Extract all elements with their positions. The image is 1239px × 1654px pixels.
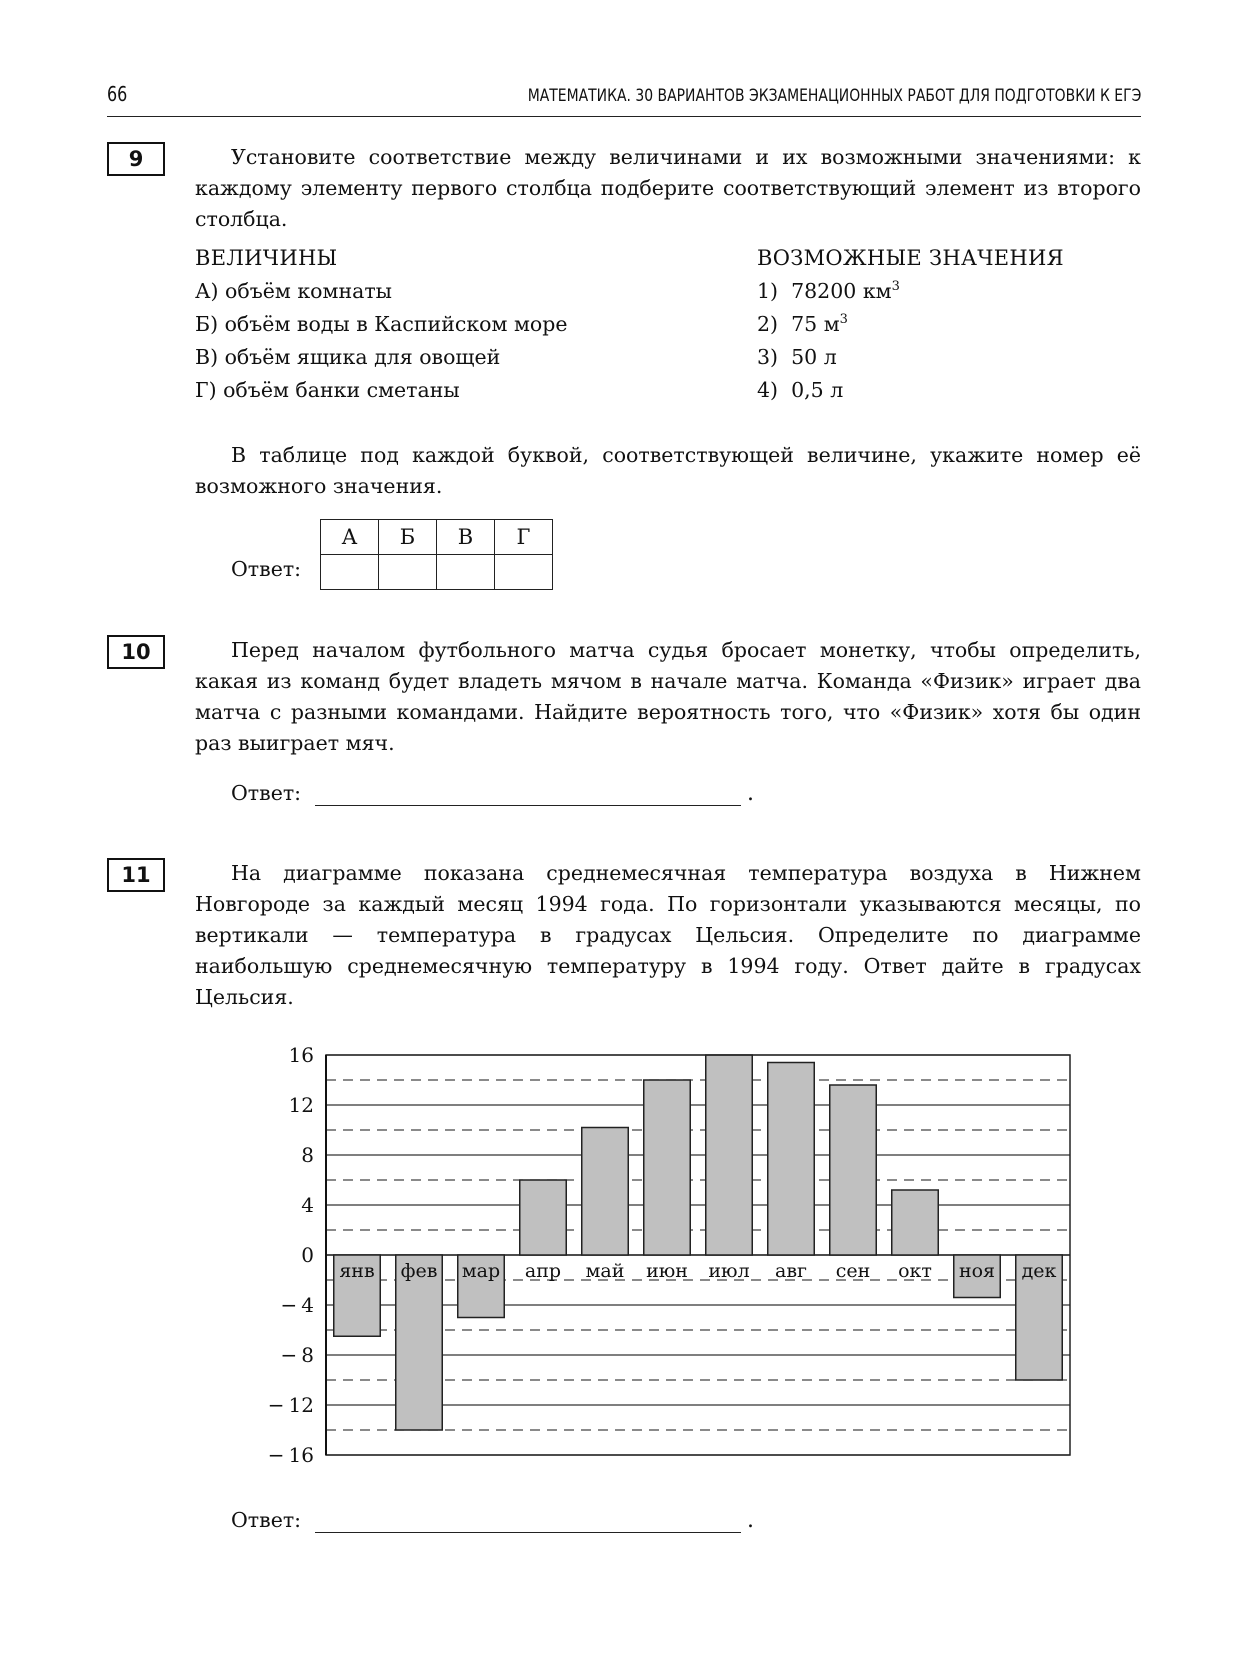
x-category-label: июн — [646, 1260, 688, 1282]
value-item: 1) 78200 $км^3$ — [757, 279, 900, 303]
bar-апр — [520, 1180, 567, 1255]
answer-label: Ответ: — [231, 781, 302, 805]
task-11-answer-label: Ответ: — [231, 1508, 302, 1532]
quantities-header: ВЕЛИЧИНЫ — [195, 246, 338, 270]
answer-label: Ответ: — [231, 557, 302, 581]
y-tick-label: 0 — [301, 1243, 314, 1267]
page-number: 66 — [107, 82, 128, 106]
values-header: ВОЗМОЖНЫЕ ЗНАЧЕНИЯ — [757, 246, 1064, 270]
y-tick-label: − 8 — [280, 1343, 314, 1367]
x-category-label: сен — [835, 1260, 871, 1282]
bar-авг — [768, 1063, 815, 1256]
y-tick-label: − 4 — [280, 1293, 314, 1317]
task-text: Перед началом футбольного матча судья бросает монетку, чтобы определить, какая из команд будет владеть мячом в начале матча. Команда «Физик» играет два матча с разными командами. Найдите вероятность того, что «Физик» хотя бы один раз выиграет мяч. — [195, 638, 1141, 755]
task-11-answer-dot: . — [747, 1508, 754, 1533]
answer-cell-g[interactable] — [495, 555, 553, 590]
page-header — [107, 80, 1141, 117]
task-statement — [195, 142, 1141, 235]
y-tick-label: 12 — [288, 1093, 314, 1117]
quantity-item: Б) объём воды в Каспийском море — [195, 312, 568, 336]
task-11-answer-input-line[interactable] — [315, 1532, 741, 1533]
answer-cell-v[interactable] — [437, 555, 495, 590]
running-title: МАТЕМАТИКА. 30 ВАРИАНТОВ ЭКЗАМЕНАЦИОННЫХ РАБОТ ДЛЯ ПОДГОТОВКИ К ЕГЭ — [527, 86, 1141, 106]
value-item: 4) 0,5 л — [757, 378, 844, 402]
task-text: На диаграмме показана среднемесячная температура воздуха в Нижнем Новгороде за каждый месяц 1994 года. По горизонтали указываются месяцы, по вертикали — температура в градусах Цельсия. Определите по диаграмме наибольшую среднемесячную температуру в 1994 году. Ответ дайте в градусах Цельсия. — [195, 861, 1141, 1009]
quantity-item: А) объём комнаты — [195, 279, 393, 303]
x-category-label: июл — [708, 1260, 750, 1282]
quantity-item: В) объём ящика для овощей — [195, 345, 501, 369]
x-category-label: окт — [898, 1260, 932, 1282]
x-category-label: май — [585, 1260, 625, 1282]
x-category-label: дек — [1021, 1260, 1057, 1282]
x-category-label: янв — [339, 1260, 375, 1282]
x-category-label: апр — [524, 1260, 562, 1282]
values-column — [757, 242, 1064, 407]
task-number: 10 — [107, 635, 165, 669]
x-category-label: ноя — [958, 1260, 996, 1282]
x-category-label: авг — [775, 1260, 807, 1282]
y-tick-label: 16 — [288, 1043, 314, 1067]
answer-input-line[interactable] — [315, 805, 741, 806]
answer-header-a: А — [321, 520, 379, 555]
quantity-item: Г) объём банки сметаны — [195, 378, 460, 402]
answer-table-input-row — [321, 555, 553, 590]
task-9 — [107, 142, 1141, 592]
x-category-label: фев — [400, 1260, 438, 1282]
bar-июл — [706, 1055, 753, 1255]
answer-header-b: Б — [379, 520, 437, 555]
x-category-label: мар — [461, 1260, 501, 1282]
quantities-column — [195, 242, 568, 407]
bar-июн — [644, 1080, 691, 1255]
answer-dot: . — [747, 781, 754, 806]
bar-сен — [830, 1085, 877, 1255]
value-item: 2) 75 $м^3$ — [757, 312, 848, 336]
task-statement — [195, 635, 1141, 759]
answer-cell-b[interactable] — [379, 555, 437, 590]
task-text: Установите соответствие между величинами и их возможными значениями: к каждому элементу первого столбца подберите соответствующий элемент из второго столбца. — [195, 145, 1141, 231]
answer-table-header-row — [321, 520, 553, 555]
chart-canvas — [250, 1035, 1080, 1475]
temperature-bar-chart — [250, 1035, 1080, 1475]
task-instruction: В таблице под каждой буквой, соответствующей величине, укажите номер её возможного значения. — [195, 443, 1141, 498]
y-tick-label: − 12 — [267, 1393, 314, 1417]
answer-header-g: Г — [495, 520, 553, 555]
answer-table — [320, 519, 553, 590]
task-number: 9 — [107, 142, 165, 176]
y-tick-label: 4 — [301, 1193, 314, 1217]
bar-окт — [892, 1190, 939, 1255]
answer-cell-a[interactable] — [321, 555, 379, 590]
task-number: 11 — [107, 858, 165, 892]
task-statement — [195, 858, 1141, 1013]
task-10 — [107, 635, 1141, 805]
y-tick-label: 8 — [301, 1143, 314, 1167]
task-11 — [107, 858, 1141, 1028]
bar-май — [582, 1128, 629, 1256]
value-item: 3) 50 л — [757, 345, 837, 369]
answer-header-v: В — [437, 520, 495, 555]
y-tick-label: − 16 — [267, 1443, 314, 1467]
